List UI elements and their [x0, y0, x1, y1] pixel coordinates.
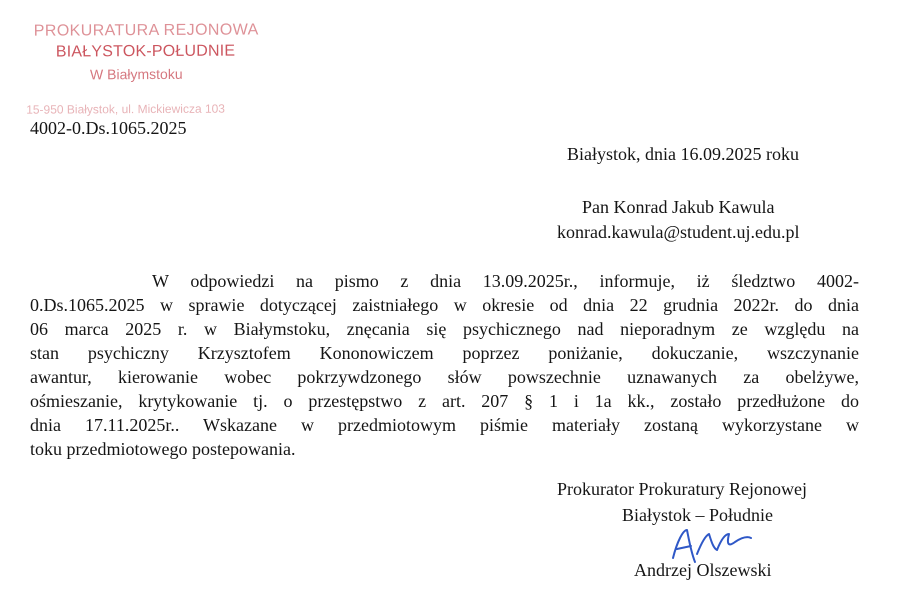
- stamp-line-location: W Białymstoku: [89, 65, 183, 83]
- body-line: 06 marca 2025 r. w Białymstoku, znęcania się psychicznego nad nieporadnym ze względu na: [30, 319, 859, 339]
- stamp-line-office-name: PROKURATURA REJONOWA: [33, 21, 259, 40]
- stamp-line-address: 15-950 Białystok, ul. Mickiewicza 103: [26, 101, 225, 117]
- place-and-date: Białystok, dnia 16.09.2025 roku: [567, 144, 799, 164]
- signatory-title: Prokurator Prokuratury Rejonowej: [557, 479, 807, 499]
- signatory-name: Andrzej Olszewski: [634, 560, 772, 580]
- stamp-line-city: BIAŁYSTOK-POŁUDNIE: [55, 42, 236, 61]
- body-line: toku przedmiotowego postepowania.: [30, 439, 296, 459]
- body-line: W odpowiedzi na pismo z dnia 13.09.2025r., informuje, iż śledztwo 4002-: [152, 271, 859, 291]
- recipient-email: konrad.kawula@student.uj.edu.pl: [557, 222, 800, 242]
- body-line: dnia 17.11.2025r.. Wskazane w przedmiotowym piśmie materiały zostaną wykorzystane w: [30, 415, 859, 435]
- case-number: 4002-0.Ds.1065.2025: [30, 118, 187, 138]
- signatory-office: Białystok – Południe: [622, 505, 774, 525]
- office-stamp: [22, 19, 293, 125]
- recipient-name: Pan Konrad Jakub Kawula: [582, 197, 775, 217]
- body-line: awantur, kierowanie wobec pokrzywdzonego słów powszechnie uznawanych za obelżywe,: [30, 367, 859, 387]
- body-line: 0.Ds.1065.2025 w sprawie dotyczącej zaistniałego w okresie od dnia 22 grudnia 2022r. do dnia: [30, 295, 859, 315]
- body-line: ośmieszanie, krytykowanie tj. o przestępstwo z art. 207 § 1 i 1a kk., zostało przedłużone do: [30, 391, 859, 411]
- body-line: stan psychiczny Krzysztofem Kononowiczem poprzez poniżanie, dokuczanie, wszczynanie: [30, 343, 859, 363]
- letter-body: [30, 269, 859, 461]
